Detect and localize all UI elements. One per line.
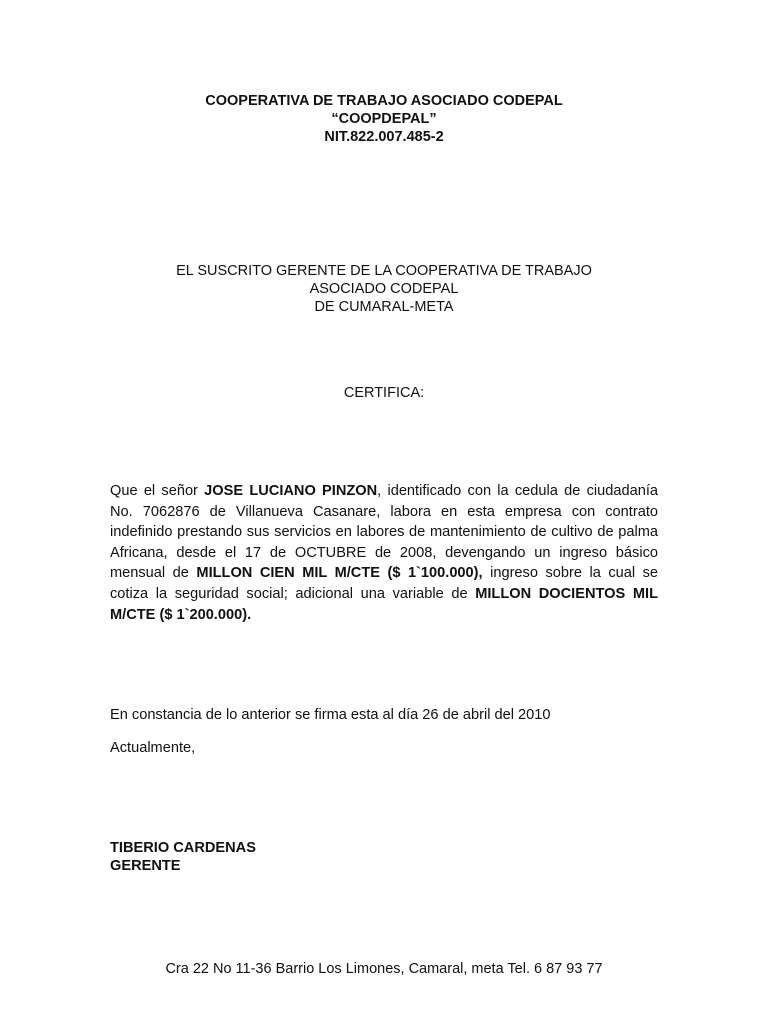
salary-amount: MILLON CIEN MIL M/CTE ($ 1`100.000), <box>196 565 483 582</box>
issuer-line-1: EL SUSCRITO GERENTE DE LA COOPERATIVA DE TRABAJO <box>176 263 592 279</box>
footer-address: Cra 22 No 11-36 Barrio Los Limones, Camaral, meta Tel. 6 87 93 77 <box>165 961 603 977</box>
org-short-name: “COOPDEPAL” <box>331 111 437 127</box>
employee-name: JOSE LUCIANO PINZON <box>204 483 378 499</box>
closing-text: Actualmente, <box>110 740 196 756</box>
issuer-line-2: ASOCIADO CODEPAL <box>309 281 459 297</box>
certifica-heading: CERTIFICA: <box>343 385 425 401</box>
body-text-3: ingreso sobre la cual se cotiza la seguridad social; adicional una variable de <box>110 565 659 602</box>
org-nit: NIT.822.007.485-2 <box>324 129 444 145</box>
body-text-1: Que el señor <box>110 483 205 499</box>
variable-amount: MILLON DOCIENTOS MIL M/CTE ($ 1`200.000). <box>110 585 658 623</box>
issuer-line-3: DE CUMARAL-META <box>314 299 454 315</box>
certificate-body <box>110 481 658 625</box>
constancia-text: En constancia de lo anterior se firma esta al día 26 de abril del 2010 <box>110 707 551 723</box>
signer-name: TIBERIO CARDENAS <box>110 840 256 856</box>
signer-title: GERENTE <box>110 858 181 874</box>
org-name: COOPERATIVA DE TRABAJO ASOCIADO CODEPAL <box>205 93 563 109</box>
body-text-2: , identificado con la cedula de ciudadanía No. 7062876 de Villanueva Casanare, labora en esta empresa con contrato indefinido prestando sus servicios en labores de mantenimiento de cultivo de palma Africana, desde el 17 de OCTUBRE de 2008, devengando un ingreso básico mensual de <box>110 483 658 582</box>
